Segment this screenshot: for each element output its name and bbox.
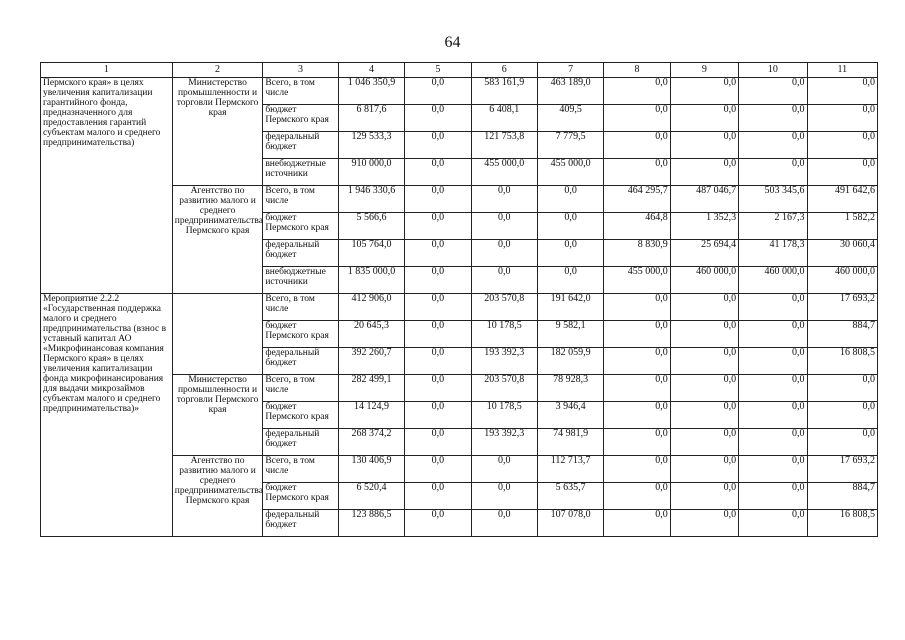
amount-cell: 0,0 bbox=[739, 510, 807, 537]
amount-cell: 0,0 bbox=[807, 159, 877, 186]
executor-name: Агентство по развитию малого и среднего предпринимательства Пермского края bbox=[172, 186, 263, 294]
table-row bbox=[41, 78, 878, 105]
amount-cell: 0,0 bbox=[471, 213, 537, 240]
amount-cell: 6 817,6 bbox=[338, 105, 404, 132]
amount-cell: 0,0 bbox=[739, 429, 807, 456]
amount-cell: 123 886,5 bbox=[338, 510, 404, 537]
amount-cell: 193 392,3 bbox=[471, 348, 537, 375]
column-number: 5 bbox=[405, 63, 471, 78]
amount-cell: 74 981,9 bbox=[537, 429, 603, 456]
amount-cell: 0,0 bbox=[405, 186, 471, 213]
amount-cell: 16 808,5 bbox=[807, 510, 877, 537]
amount-cell: 0,0 bbox=[604, 78, 670, 105]
amount-cell: 392 260,7 bbox=[338, 348, 404, 375]
amount-cell: 0,0 bbox=[739, 294, 807, 321]
column-number-row bbox=[41, 63, 878, 78]
amount-cell: 884,7 bbox=[807, 321, 877, 348]
amount-cell: 0,0 bbox=[471, 267, 537, 294]
amount-cell: 0,0 bbox=[807, 132, 877, 159]
amount-cell: 105 764,0 bbox=[338, 240, 404, 267]
funding-source: Всего, в том числе bbox=[263, 78, 338, 105]
funding-source: Всего, в том числе bbox=[263, 186, 338, 213]
amount-cell: 412 906,0 bbox=[338, 294, 404, 321]
amount-cell: 203 570,8 bbox=[471, 375, 537, 402]
executor-name bbox=[172, 294, 263, 375]
column-number: 1 bbox=[41, 63, 173, 78]
amount-cell: 0,0 bbox=[807, 105, 877, 132]
amount-cell: 0,0 bbox=[405, 132, 471, 159]
amount-cell: 0,0 bbox=[739, 402, 807, 429]
funding-source: федеральный бюджет bbox=[263, 132, 338, 159]
amount-cell: 121 753,8 bbox=[471, 132, 537, 159]
amount-cell: 0,0 bbox=[471, 186, 537, 213]
amount-cell: 10 178,5 bbox=[471, 402, 537, 429]
amount-cell: 464,8 bbox=[604, 213, 670, 240]
amount-cell: 130 406,9 bbox=[338, 456, 404, 483]
amount-cell: 409,5 bbox=[537, 105, 603, 132]
amount-cell: 0,0 bbox=[739, 321, 807, 348]
amount-cell: 0,0 bbox=[471, 510, 537, 537]
amount-cell: 0,0 bbox=[604, 294, 670, 321]
amount-cell: 460 000,0 bbox=[670, 267, 738, 294]
amount-cell: 0,0 bbox=[739, 159, 807, 186]
amount-cell: 0,0 bbox=[604, 159, 670, 186]
amount-cell: 0,0 bbox=[739, 348, 807, 375]
amount-cell: 0,0 bbox=[537, 267, 603, 294]
amount-cell: 20 645,3 bbox=[338, 321, 404, 348]
amount-cell: 491 642,6 bbox=[807, 186, 877, 213]
amount-cell: 6 520,4 bbox=[338, 483, 404, 510]
amount-cell: 0,0 bbox=[405, 78, 471, 105]
amount-cell: 0,0 bbox=[807, 402, 877, 429]
executor-name: Агентство по развитию малого и среднего предпринимательства Пермского края bbox=[172, 456, 263, 537]
amount-cell: 503 345,6 bbox=[739, 186, 807, 213]
amount-cell: 107 078,0 bbox=[537, 510, 603, 537]
amount-cell: 193 392,3 bbox=[471, 429, 537, 456]
column-number: 11 bbox=[807, 63, 877, 78]
amount-cell: 0,0 bbox=[670, 132, 738, 159]
amount-cell: 0,0 bbox=[739, 78, 807, 105]
amount-cell: 0,0 bbox=[405, 105, 471, 132]
budget-table bbox=[40, 62, 878, 537]
amount-cell: 0,0 bbox=[604, 402, 670, 429]
amount-cell: 0,0 bbox=[670, 375, 738, 402]
amount-cell: 0,0 bbox=[405, 159, 471, 186]
amount-cell: 0,0 bbox=[471, 483, 537, 510]
amount-cell: 191 642,0 bbox=[537, 294, 603, 321]
amount-cell: 14 124,9 bbox=[338, 402, 404, 429]
amount-cell: 0,0 bbox=[807, 375, 877, 402]
amount-cell: 1 835 000,0 bbox=[338, 267, 404, 294]
amount-cell: 1 582,2 bbox=[807, 213, 877, 240]
page-number: 64 bbox=[444, 34, 461, 51]
amount-cell: 0,0 bbox=[537, 240, 603, 267]
column-number: 7 bbox=[537, 63, 603, 78]
amount-cell: 0,0 bbox=[739, 375, 807, 402]
amount-cell: 8 830,9 bbox=[604, 240, 670, 267]
column-number: 6 bbox=[471, 63, 537, 78]
amount-cell: 0,0 bbox=[807, 78, 877, 105]
amount-cell: 0,0 bbox=[537, 186, 603, 213]
amount-cell: 17 693,2 bbox=[807, 456, 877, 483]
executor-name: Министерство промышленности и торговли Пермского края bbox=[172, 78, 263, 186]
funding-source: Всего, в том числе bbox=[263, 375, 338, 402]
funding-source: бюджет Пермского края bbox=[263, 402, 338, 429]
amount-cell: 182 059,9 bbox=[537, 348, 603, 375]
column-number: 8 bbox=[604, 63, 670, 78]
amount-cell: 16 808,5 bbox=[807, 348, 877, 375]
amount-cell: 129 533,3 bbox=[338, 132, 404, 159]
amount-cell: 460 000,0 bbox=[807, 267, 877, 294]
amount-cell: 5 566,6 bbox=[338, 213, 404, 240]
amount-cell: 0,0 bbox=[405, 402, 471, 429]
amount-cell: 0,0 bbox=[405, 510, 471, 537]
amount-cell: 0,0 bbox=[670, 348, 738, 375]
amount-cell: 0,0 bbox=[604, 456, 670, 483]
table-row bbox=[41, 294, 878, 321]
amount-cell: 0,0 bbox=[739, 456, 807, 483]
amount-cell: 463 189,0 bbox=[537, 78, 603, 105]
amount-cell: 0,0 bbox=[670, 429, 738, 456]
amount-cell: 0,0 bbox=[604, 510, 670, 537]
amount-cell: 282 499,1 bbox=[338, 375, 404, 402]
funding-source: бюджет Пермского края bbox=[263, 213, 338, 240]
column-number: 3 bbox=[263, 63, 338, 78]
amount-cell: 7 779,5 bbox=[537, 132, 603, 159]
amount-cell: 0,0 bbox=[405, 483, 471, 510]
amount-cell: 0,0 bbox=[604, 375, 670, 402]
amount-cell: 78 928,3 bbox=[537, 375, 603, 402]
funding-source: федеральный бюджет bbox=[263, 348, 338, 375]
amount-cell: 17 693,2 bbox=[807, 294, 877, 321]
funding-source: бюджет Пермского края bbox=[263, 321, 338, 348]
amount-cell: 0,0 bbox=[604, 105, 670, 132]
amount-cell: 464 295,7 bbox=[604, 186, 670, 213]
amount-cell: 1 352,3 bbox=[670, 213, 738, 240]
funding-source: федеральный бюджет bbox=[263, 510, 338, 537]
measure-name: Пермского края» в целях увеличения капитализации гарантийного фонда, предназначенного для предоставления гарантий субъектам малого и среднего предпринимательства) bbox=[41, 78, 173, 294]
amount-cell: 0,0 bbox=[604, 132, 670, 159]
amount-cell: 6 408,1 bbox=[471, 105, 537, 132]
amount-cell: 0,0 bbox=[670, 402, 738, 429]
funding-source: бюджет Пермского края bbox=[263, 483, 338, 510]
amount-cell: 112 713,7 bbox=[537, 456, 603, 483]
amount-cell: 0,0 bbox=[405, 240, 471, 267]
amount-cell: 0,0 bbox=[405, 456, 471, 483]
funding-source: федеральный бюджет bbox=[263, 240, 338, 267]
amount-cell: 0,0 bbox=[604, 429, 670, 456]
amount-cell: 30 060,4 bbox=[807, 240, 877, 267]
column-number: 10 bbox=[739, 63, 807, 78]
amount-cell: 2 167,3 bbox=[739, 213, 807, 240]
amount-cell: 460 000,0 bbox=[739, 267, 807, 294]
amount-cell: 884,7 bbox=[807, 483, 877, 510]
amount-cell: 0,0 bbox=[670, 78, 738, 105]
amount-cell: 0,0 bbox=[670, 321, 738, 348]
amount-cell: 268 374,2 bbox=[338, 429, 404, 456]
amount-cell: 0,0 bbox=[604, 321, 670, 348]
amount-cell: 0,0 bbox=[537, 213, 603, 240]
amount-cell: 583 161,9 bbox=[471, 78, 537, 105]
amount-cell: 0,0 bbox=[670, 159, 738, 186]
amount-cell: 1 046 350,9 bbox=[338, 78, 404, 105]
amount-cell: 203 570,8 bbox=[471, 294, 537, 321]
amount-cell: 0,0 bbox=[739, 105, 807, 132]
amount-cell: 0,0 bbox=[471, 456, 537, 483]
amount-cell: 455 000,0 bbox=[471, 159, 537, 186]
funding-source: внебюджетные источники bbox=[263, 159, 338, 186]
amount-cell: 9 582,1 bbox=[537, 321, 603, 348]
amount-cell: 25 694,4 bbox=[670, 240, 738, 267]
amount-cell: 0,0 bbox=[471, 240, 537, 267]
amount-cell: 41 178,3 bbox=[739, 240, 807, 267]
funding-source: бюджет Пермского края bbox=[263, 105, 338, 132]
amount-cell: 0,0 bbox=[670, 483, 738, 510]
amount-cell: 0,0 bbox=[807, 429, 877, 456]
amount-cell: 0,0 bbox=[670, 456, 738, 483]
amount-cell: 487 046,7 bbox=[670, 186, 738, 213]
funding-source: внебюджетные источники bbox=[263, 267, 338, 294]
amount-cell: 910 000,0 bbox=[338, 159, 404, 186]
measure-name: Мероприятие 2.2.2 «Государственная поддержка малого и среднего предпринимательства (взнос в уставный капитал АО «Микрофинансовая компания Пермского края» в целях увеличения капитализации фонда микрофинансирования для выдачи микрозаймов субъектам малого и среднего предпринимательства)» bbox=[41, 294, 173, 537]
amount-cell: 0,0 bbox=[405, 321, 471, 348]
amount-cell: 0,0 bbox=[670, 105, 738, 132]
column-number: 2 bbox=[172, 63, 263, 78]
funding-source: Всего, в том числе bbox=[263, 294, 338, 321]
amount-cell: 0,0 bbox=[405, 213, 471, 240]
column-number: 9 bbox=[670, 63, 738, 78]
amount-cell: 0,0 bbox=[739, 132, 807, 159]
amount-cell: 0,0 bbox=[405, 294, 471, 321]
amount-cell: 0,0 bbox=[405, 348, 471, 375]
amount-cell: 455 000,0 bbox=[604, 267, 670, 294]
executor-name: Министерство промышленности и торговли Пермского края bbox=[172, 375, 263, 456]
amount-cell: 5 635,7 bbox=[537, 483, 603, 510]
amount-cell: 0,0 bbox=[405, 429, 471, 456]
amount-cell: 0,0 bbox=[739, 483, 807, 510]
amount-cell: 10 178,5 bbox=[471, 321, 537, 348]
funding-source: Всего, в том числе bbox=[263, 456, 338, 483]
amount-cell: 455 000,0 bbox=[537, 159, 603, 186]
amount-cell: 0,0 bbox=[670, 510, 738, 537]
funding-source: федеральный бюджет bbox=[263, 429, 338, 456]
amount-cell: 0,0 bbox=[405, 267, 471, 294]
column-number: 4 bbox=[338, 63, 404, 78]
amount-cell: 0,0 bbox=[604, 483, 670, 510]
amount-cell: 3 946,4 bbox=[537, 402, 603, 429]
amount-cell: 0,0 bbox=[604, 348, 670, 375]
amount-cell: 0,0 bbox=[405, 375, 471, 402]
amount-cell: 1 946 330,6 bbox=[338, 186, 404, 213]
amount-cell: 0,0 bbox=[670, 294, 738, 321]
